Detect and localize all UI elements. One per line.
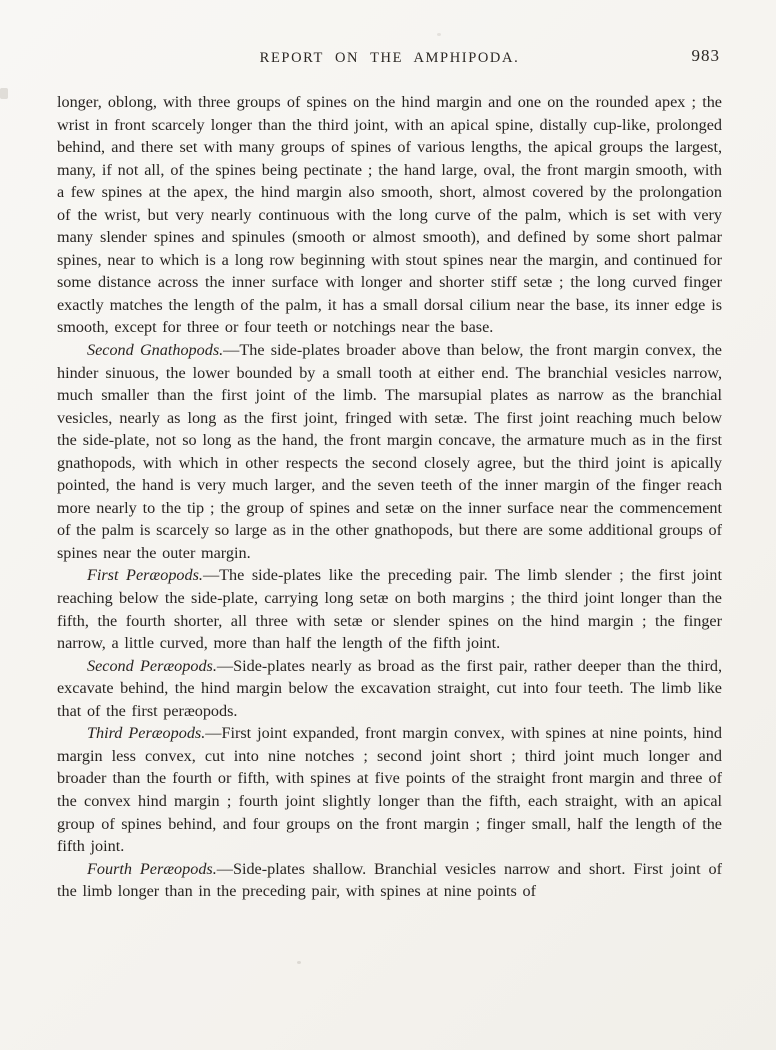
paragraph-continuation bbox=[57, 91, 722, 339]
paragraph-lead: First Peræopods. bbox=[87, 566, 203, 585]
paragraph-second-peraeopods bbox=[57, 655, 722, 723]
paragraph-lead: Second Gnathopods. bbox=[87, 341, 224, 360]
paragraph-second-gnathopods bbox=[57, 339, 722, 564]
page-number: 983 bbox=[691, 46, 720, 65]
paragraph-text: —First joint expanded, front margin convex, with spines at nine points, hind margin less convex, cut into nine notches ; second joint short ; third joint much longer and broader than the fourth or fifth, with spines at five points of the straight front margin and three of the convex hind margin ; fourth joint slightly longer than the fifth, each straight, with an apical group of spines behind, and four groups on the front margin ; finger small, half the length of the fifth joint. bbox=[57, 724, 722, 856]
paragraph-lead: Second Peræopods. bbox=[87, 656, 217, 675]
page-body bbox=[57, 91, 722, 903]
paragraph-fourth-peraeopods bbox=[57, 858, 722, 903]
paragraph-lead: Third Peræopods. bbox=[87, 724, 206, 743]
paragraph-text: longer, oblong, with three groups of spines on the hind margin and one on the rounded apex ; the wrist in front scarcely longer than the third joint, with an apical spine, distally cup-like, prolonged behind, and there set with many groups of spines of various lengths, the apical groups the largest, many, if not all, of the spines being pectinate ; the hand large, oval, the front margin smooth, with a few spines at the apex, the hind margin also smooth, short, almost covered by the prolongation of the wrist, but very nearly continuous with the long curve of the palm, which is set with very many slender spines and spinules (smooth or almost smooth), and defined by some short palmar spines, near to which is a long row beginning with stout spines near the margin, and continued for some distance across the inner surface with longer and shorter stiff setæ ; the long curved finger exactly matches the length of the palm, it has a small dorsal cilium near the base, its inner edge is smooth, except for three or four teeth or notchings near the base. bbox=[57, 93, 722, 337]
scan-artifact bbox=[0, 88, 8, 99]
paragraph-first-peraeopods bbox=[57, 564, 722, 654]
scan-artifact bbox=[437, 33, 441, 36]
paragraph-text: —Side-plates shallow. Branchial vesicles narrow and short. First joint of the limb longer than in the preceding pair, with spines at nine points of bbox=[57, 859, 722, 901]
paragraph-text: —The side-plates like the preceding pair. The limb slender ; the first joint reaching below the side-plate, carrying long setæ on both margins ; the third joint longer than the fifth, the fourth shorter, all three with setæ or slender spines on the hind margin ; the finger narrow, a little curved, more than half the length of the fifth joint. bbox=[57, 566, 722, 653]
paragraph-lead: Fourth Peræopods. bbox=[87, 859, 217, 878]
paragraph-text: —Side-plates nearly as broad as the first pair, rather deeper than the third, excavate behind, the hind margin below the excavation straight, cut into four teeth. The limb like that of the first peræopods. bbox=[57, 656, 722, 720]
paragraph-text: —The side-plates broader above than below, the front margin convex, the hinder sinuous, the lower bounded by a small tooth at either end. The branchial vesicles narrow, much smaller than the first joint of the limb. The marsupial plates as narrow as the branchial vesicles, nearly as long as the first joint, fringed with setæ. The first joint reaching much below the side-plate, not so long as the hand, the front margin concave, the armature much as in the first gnathopods, with which in other respects the second closely agree, but the third joint is apically pointed, the hand is very much larger, and the seven teeth of the inner margin of the finger reach more nearly to the tip ; the group of spines and setæ on the inner surface near the commencement of the palm is scarcely so large as in the other gnathopods, but there are some additional groups of spines near the outer margin. bbox=[57, 341, 722, 562]
page-header bbox=[57, 46, 722, 73]
running-title: REPORT ON THE AMPHIPODA. bbox=[259, 50, 520, 66]
paragraph-third-peraeopods bbox=[57, 722, 722, 857]
scan-artifact bbox=[297, 961, 301, 964]
